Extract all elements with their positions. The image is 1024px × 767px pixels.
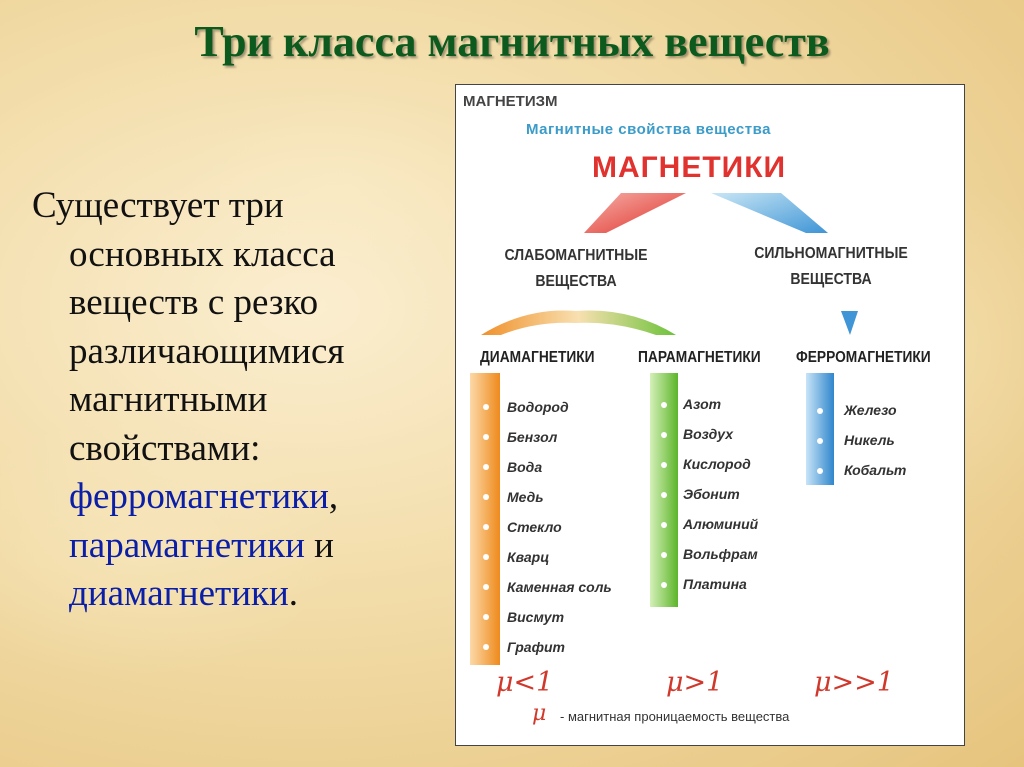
class-label-paramagnetics: ПАРАМАГНЕТИКИ	[638, 349, 761, 366]
list-item: Воздух	[683, 426, 734, 442]
list-item: Графит	[507, 639, 565, 655]
highlight-line	[32, 570, 432, 619]
body-line: веществ с резко	[69, 282, 319, 323]
list-item: Висмут	[507, 609, 565, 625]
permeability-ferromagnetics: μ>>1	[814, 667, 894, 698]
slide-body-text	[32, 182, 432, 619]
class-label-ferromagnetics: ФЕРРОМАГНЕТИКИ	[796, 349, 931, 366]
magnetism-diagram	[455, 84, 965, 746]
list-item: Каменная соль	[507, 579, 612, 595]
list-item: Вода	[507, 459, 543, 475]
legend-text: - магнитная проницаемость вещества	[560, 709, 790, 724]
bar-paramagnetics	[650, 373, 678, 607]
highlight-term-dia: диамагнетики	[69, 573, 289, 614]
list-item: Никель	[844, 432, 895, 448]
category-weak	[488, 247, 664, 291]
category-strong	[743, 245, 919, 289]
list-item: Кобальт	[844, 462, 907, 478]
list-item: Алюминий	[683, 516, 759, 532]
category-label: ВЕЩЕСТВА	[535, 273, 617, 290]
highlight-term-ferro: ферромагнетики	[69, 476, 329, 517]
list-item: Водород	[507, 399, 569, 415]
list-item: Стекло	[507, 519, 562, 535]
highlight-suffix: ,	[328, 476, 339, 517]
list-item: Железо	[844, 402, 897, 418]
class-label-diamagnetics: ДИАМАГНЕТИКИ	[480, 349, 595, 366]
body-line: основных класса	[69, 233, 336, 275]
body-line: Существует три	[32, 185, 284, 226]
diagram-main-term: МАГНЕТИКИ	[592, 151, 787, 184]
list-item: Платина	[683, 576, 747, 592]
category-label: ВЕЩЕСТВА	[790, 271, 872, 288]
legend-symbol: μ	[532, 701, 547, 726]
bar-diamagnetics	[470, 373, 500, 665]
list-item: Эбонит	[683, 486, 740, 502]
category-label: СИЛЬНОМАГНИТНЫЕ	[754, 245, 908, 262]
highlight-line	[32, 473, 432, 522]
permeability-paramagnetics: μ>1	[666, 667, 724, 698]
highlight-line	[32, 522, 432, 571]
list-item: Азот	[683, 396, 722, 412]
body-line: магнитными	[69, 379, 268, 420]
list-item: Вольфрам	[683, 546, 758, 562]
list-item: Бензол	[507, 429, 558, 445]
branch-arrow-left	[584, 193, 686, 233]
permeability-diamagnetics: μ<1	[496, 667, 554, 698]
diagram-heading: МАГНЕТИЗМ	[463, 93, 558, 110]
highlight-term-para: парамагнетики	[69, 524, 305, 566]
highlight-suffix: .	[288, 573, 299, 614]
body-line: свойствами:	[69, 427, 261, 469]
list-item: Медь	[507, 489, 544, 505]
branch-arrow-weak	[481, 311, 676, 336]
list-item: Кислород	[683, 456, 751, 472]
body-line: различающимися	[69, 330, 345, 372]
branch-arrow-right	[711, 193, 828, 233]
branch-arrow-strong	[841, 311, 858, 335]
list-item: Кварц	[507, 549, 550, 565]
diagram-subheading: Магнитные свойства вещества	[526, 121, 771, 138]
highlight-suffix: и	[304, 524, 334, 566]
category-label: СЛАБОМАГНИТНЫЕ	[504, 247, 648, 264]
slide-title: Три класса магнитных веществ	[194, 17, 830, 66]
